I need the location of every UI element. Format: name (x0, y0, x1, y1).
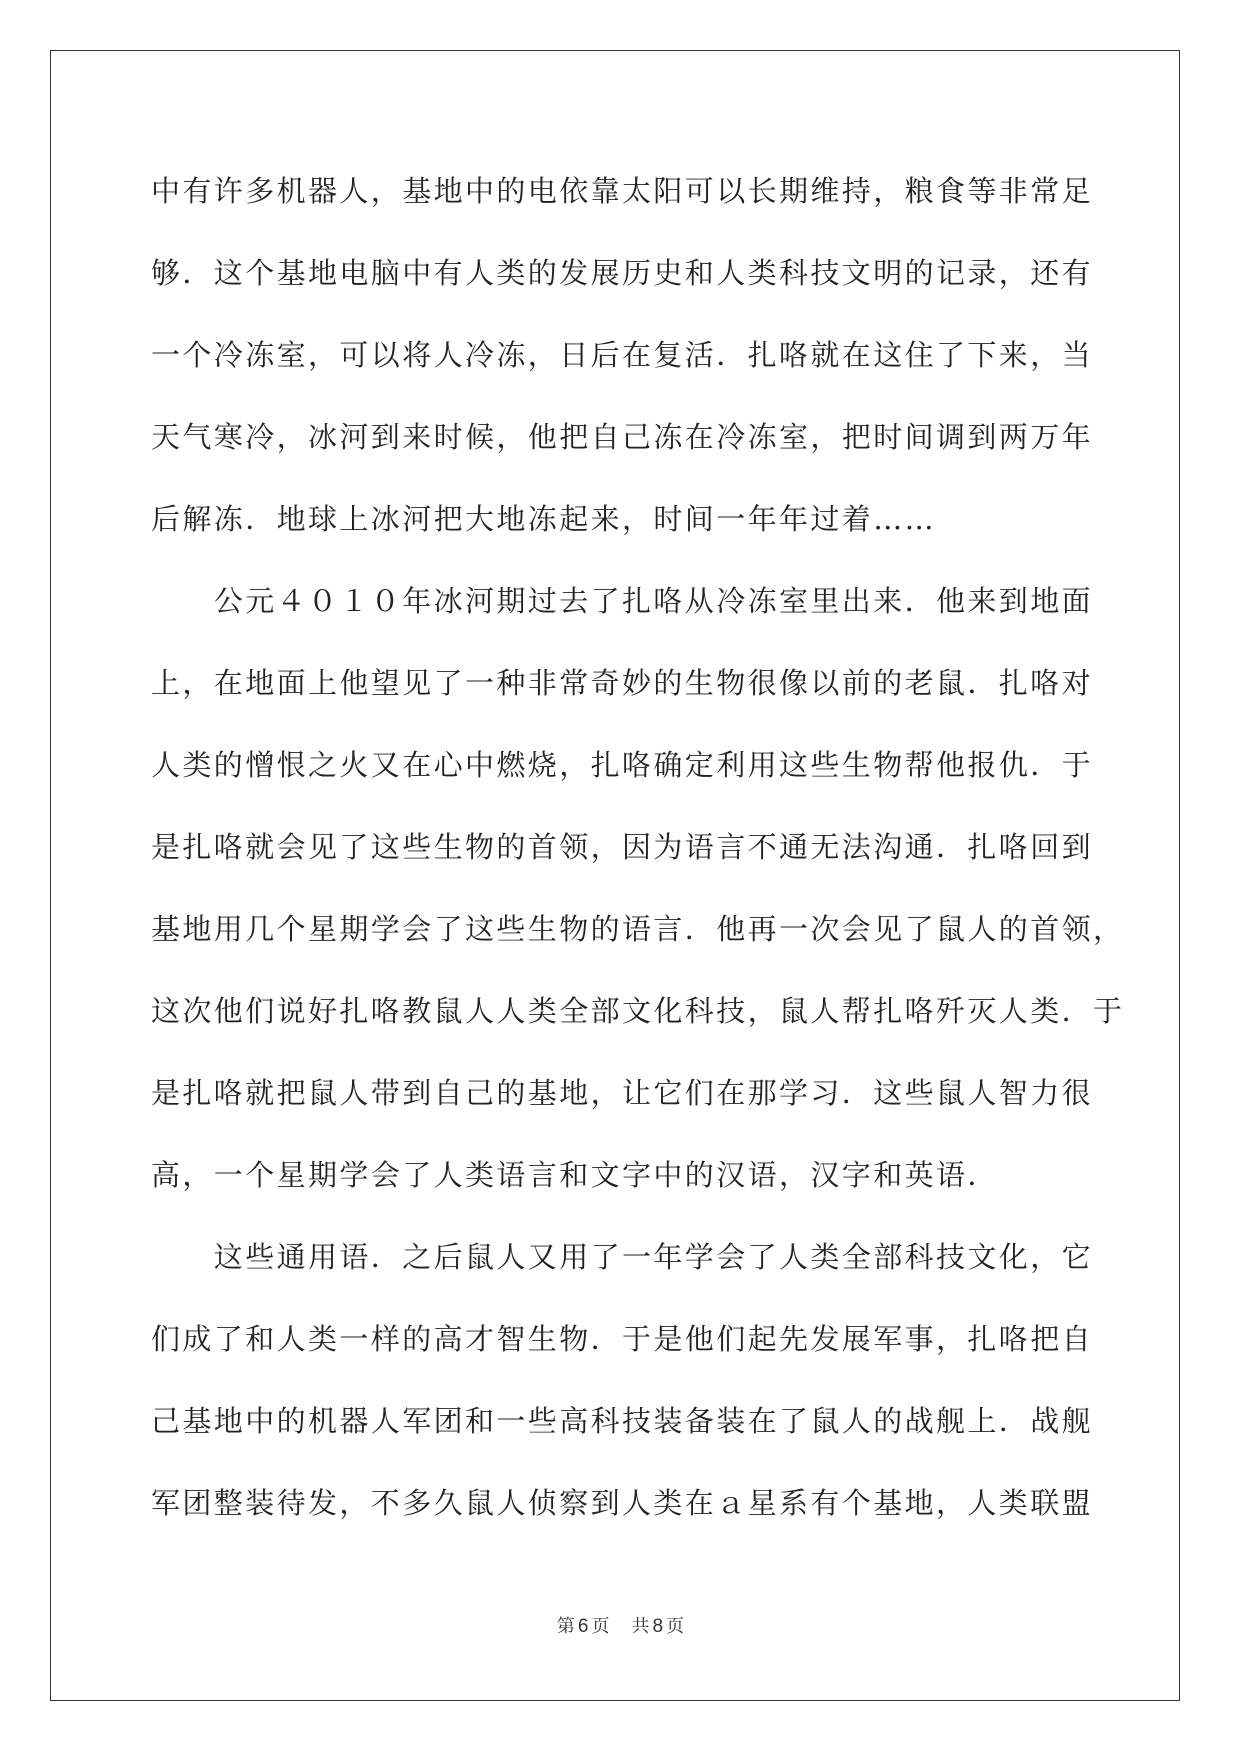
text-line: 上，在地面上他望见了一种非常奇妙的生物很像以前的老鼠．扎咯对 (151, 666, 1094, 700)
text-line: 军团整装待发，不多久鼠人侦察到人类在ａ星系有个基地，人类联盟 (151, 1486, 1094, 1520)
text-line: 们成了和人类一样的高才智生物．于是他们起先发展军事，扎咯把自 (151, 1322, 1094, 1356)
text-line: 中有许多机器人，基地中的电依靠太阳可以长期维持，粮食等非常足 (151, 174, 1094, 208)
text-line: 是扎咯就会见了这些生物的首领，因为语言不通无法沟通．扎咯回到 (151, 830, 1094, 864)
text-line: 后解冻．地球上冰河把大地冻起来，时间一年年过着…… (151, 502, 937, 536)
page-number: 6 (577, 1616, 589, 1637)
footer-page-unit: 页 (591, 1616, 610, 1637)
footer-total-prefix: 共 (631, 1616, 650, 1637)
text-line: 天气寒冷，冰河到来时候，他把自己冻在冷冻室，把时间调到两万年 (151, 420, 1094, 454)
text-line: 高，一个星期学会了人类语言和文字中的汉语，汉字和英语． (151, 1158, 999, 1192)
total-pages: 8 (652, 1616, 664, 1637)
text-line: 人类的憎恨之火又在心中燃烧，扎咯确定利用这些生物帮他报仇．于 (151, 748, 1094, 782)
text-line: 这些通用语．之后鼠人又用了一年学会了人类全部科技文化，它 (151, 1240, 1094, 1274)
document-body (151, 150, 1125, 1544)
text-line: 己基地中的机器人军团和一些高科技装备装在了鼠人的战舰上．战舰 (151, 1404, 1094, 1438)
footer-prefix: 第 (556, 1616, 575, 1637)
text-line: 基地用几个星期学会了这些生物的语言．他再一次会见了鼠人的首领， (151, 912, 1125, 946)
text-line: 够．这个基地电脑中有人类的发展历史和人类科技文明的记录，还有 (151, 256, 1094, 290)
text-line: 公元４０１０年冰河期过去了扎咯从冷冻室里出来．他来到地面 (151, 584, 1094, 618)
text-line: 这次他们说好扎咯教鼠人人类全部文化科技，鼠人帮扎咯歼灭人类．于 (151, 994, 1125, 1028)
page-footer (0, 1612, 1241, 1638)
text-line: 一个冷冻室，可以将人冷冻，日后在复活．扎咯就在这住了下来，当 (151, 338, 1094, 372)
text-line: 是扎咯就把鼠人带到自己的基地，让它们在那学习．这些鼠人智力很 (151, 1076, 1094, 1110)
footer-total-unit: 页 (666, 1616, 685, 1637)
